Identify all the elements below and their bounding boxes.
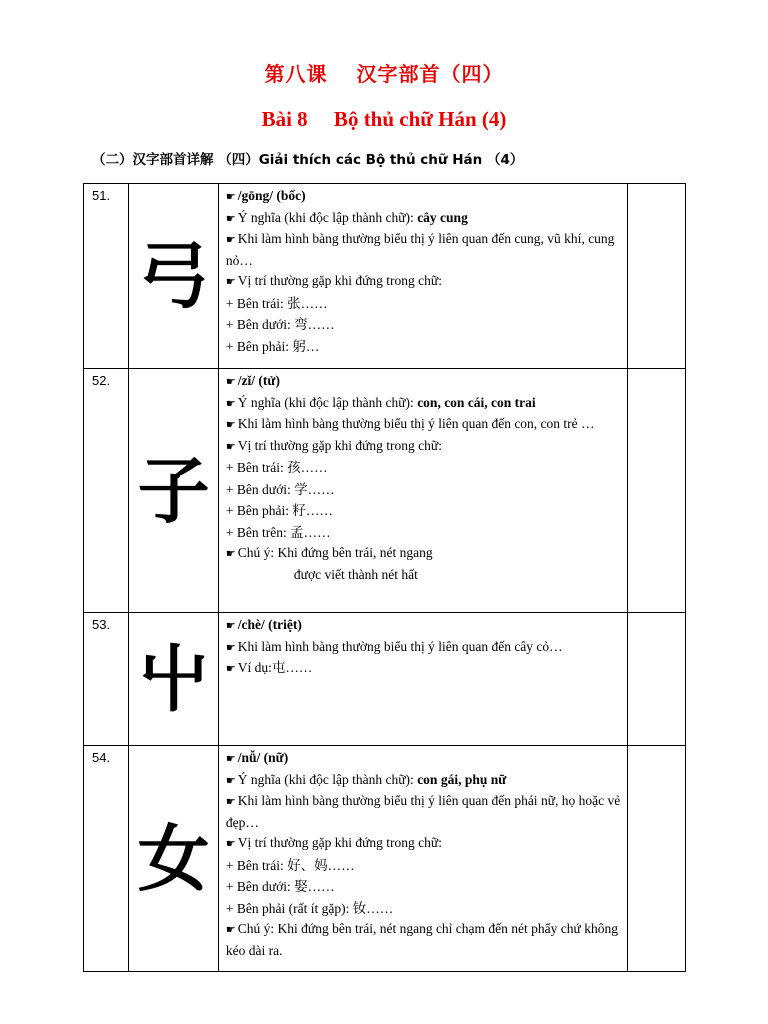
pointing-hand-icon: ☛ (225, 396, 236, 410)
position-example: + Bên trái: 好、妈…… (225, 857, 355, 873)
pointing-hand-icon: ☛ (225, 190, 236, 203)
table-row (84, 369, 686, 613)
lesson-title-chinese: 第八课 汉字部首（四） (264, 62, 504, 86)
pronunciation: /nǚ/ (nữ) (237, 750, 289, 765)
entry-number: 51. (84, 184, 129, 369)
radical-character: 女 (137, 816, 210, 901)
position-example: + Bên trái: 孩…… (225, 460, 328, 475)
example: Ví dụ:屯…… (237, 660, 313, 675)
note-continued: được viết thành nét hất (293, 566, 418, 582)
position-example: + Bên dưới: 弯…… (225, 317, 335, 332)
entry-number: 53. (84, 613, 129, 746)
note: Chú ý: Khi đứng bên trái, nét ngang chỉ chạm đến nét phẩy chứ không kéo dài ra. (225, 921, 618, 958)
position-example: + Bên dưới: 学…… (225, 481, 335, 497)
entry-number: 52. (84, 369, 129, 613)
pointing-hand-icon: ☛ (225, 837, 236, 850)
position-example: + Bên dưới: 娶…… (225, 879, 335, 894)
pointing-hand-icon: ☛ (225, 375, 236, 388)
radical-character: 屮 (137, 637, 210, 721)
pointing-hand-icon: ☛ (225, 275, 236, 288)
position-example: + Bên phải (rất ít gặp): 钕…… (225, 900, 394, 916)
entry-description: ☛ /nǚ/ (nữ) ☛ Ý nghĩa (khi độc lập thành chữ): con gái, phụ nữ ☛ Khi làm hình bàng thường biểu thị ý liên quan đến phái nữ, họ hoặc vẻ đẹp… ☛ Vị trí thường gặp khi đứng trong chữ: + Bên trái: 好、妈…… + Bên dưới: 娶…… + Bên phải (rất ít gặp): 钕…… ☛ Chú ý: Khi đứng bên trái, nét ngang chỉ chạm đến nét phẩy chứ không kéo dài ra. (218, 746, 627, 972)
pointing-hand-icon: ☛ (225, 662, 236, 675)
entry-description: ☛ /chè/ (triệt) ☛ Khi làm hình bàng thường biểu thị ý liên quan đến cây cỏ… ☛ Ví dụ:屯…… (218, 613, 627, 746)
meaning: cây cung (417, 209, 468, 225)
section-subtitle: （二）汉字部首详解 （四）Giải thích các Bộ thủ chữ Hán （4） (92, 152, 524, 168)
position-example: + Bên trên: 孟…… (225, 524, 331, 540)
meaning: con gái, phụ nữ (417, 771, 507, 787)
meaning: con, con cái, con trai (417, 394, 536, 410)
lesson-title-vietnamese: Bài 8 Bộ thủ chữ Hán (4) (261, 107, 507, 131)
pronunciation: /chè/ (triệt) (237, 617, 302, 632)
pointing-hand-icon: ☛ (225, 795, 236, 808)
radicals-table (83, 183, 686, 972)
pointing-hand-icon: ☛ (225, 640, 236, 654)
pointing-hand-icon: ☛ (225, 233, 236, 246)
pointing-hand-icon: ☛ (225, 752, 236, 765)
pointing-hand-icon: ☛ (225, 547, 236, 560)
entry-description: ☛ /zǐ/ (tử) ☛ Ý nghĩa (khi độc lập thành chữ): con, con cái, con trai ☛ Khi làm hình bàng thường biểu thị ý liên quan đến con, con trẻ … ☛ Vị trí thường gặp khi đứng trong chữ: + Bên trái: 孩…… + Bên dưới: 学…… + Bên phải: 籽…… + Bên trên: 孟…… ☛ Chú ý: Khi đứng bên trái, nét ngang được viết thành nét hất (218, 369, 627, 613)
table-row (84, 184, 686, 369)
position-example: + Bên phải: 躬… (225, 338, 320, 354)
pointing-hand-icon: ☛ (225, 923, 236, 936)
pointing-hand-icon: ☛ (225, 439, 236, 453)
pointing-hand-icon: ☛ (225, 619, 236, 632)
position-example: + Bên trái: 张…… (225, 295, 328, 311)
pointing-hand-icon: ☛ (225, 773, 236, 787)
pointing-hand-icon: ☛ (225, 418, 236, 431)
radical-character: 子 (137, 448, 210, 533)
radical-character: 弓 (137, 234, 210, 318)
pronunciation: /gōng/ (bốc) (237, 188, 306, 203)
note: Chú ý: Khi đứng bên trái, nét ngang (237, 545, 433, 560)
entry-number: 54. (84, 746, 129, 972)
table-row (84, 746, 686, 972)
pronunciation: /zǐ/ (tử) (237, 373, 280, 388)
entry-description: ☛ /gōng/ (bốc) ☛ Ý nghĩa (khi độc lập thành chữ): cây cung ☛ Khi làm hình bàng thường biểu thị ý liên quan đến cung, vũ khí, cung nỏ… ☛ Vị trí thường gặp khi đứng trong chữ: + Bên trái: 张…… + Bên dưới: 弯…… + Bên phải: 躬… (218, 184, 627, 369)
table-row (84, 613, 686, 746)
position-example: + Bên phải: 籽…… (225, 503, 333, 518)
pointing-hand-icon: ☛ (225, 211, 236, 225)
